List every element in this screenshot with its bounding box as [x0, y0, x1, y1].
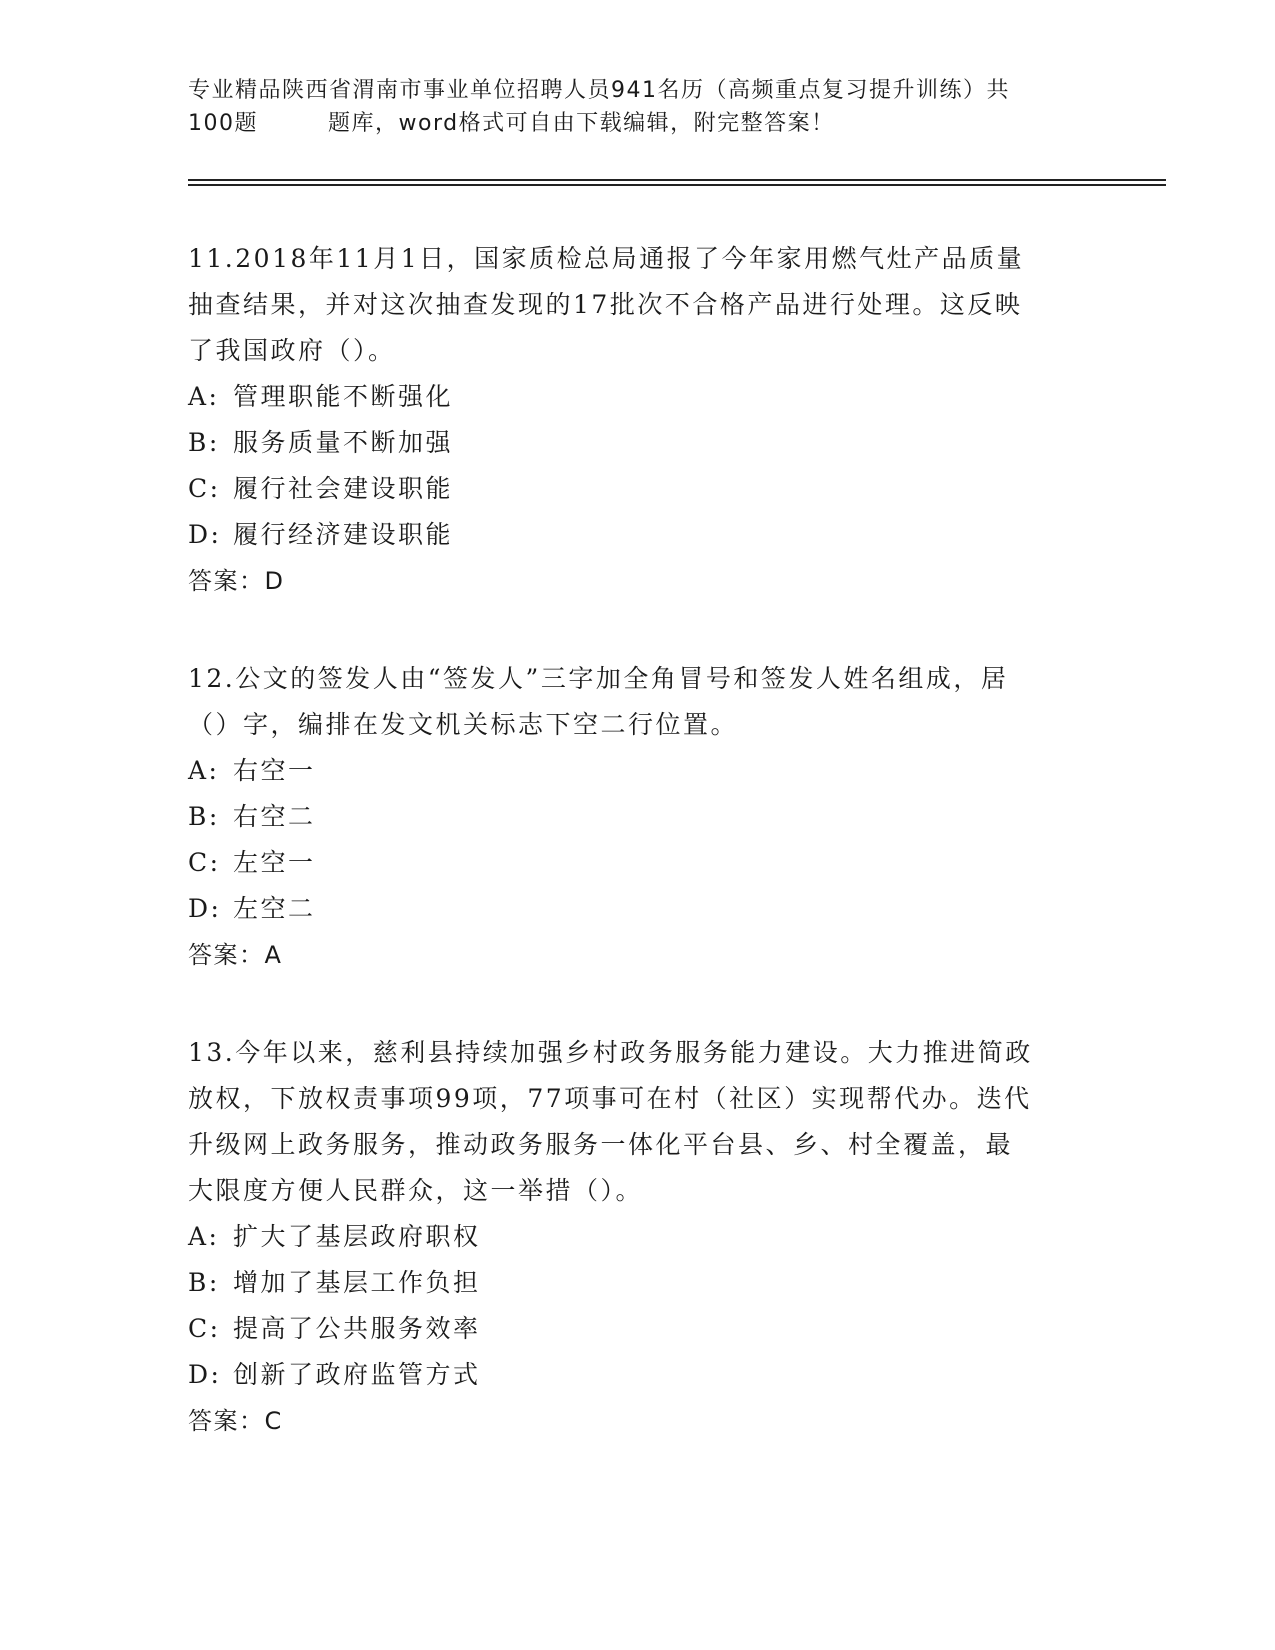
question-12	[188, 656, 1088, 978]
question-stem-line: （）字，编排在发文机关标志下空二行位置。	[188, 710, 739, 739]
option-text: 右空一	[233, 756, 316, 785]
question-11	[188, 236, 1088, 604]
option-text: 左空二	[233, 894, 316, 923]
option-c	[188, 466, 1088, 512]
option-text: 增加了基层工作负担	[233, 1268, 481, 1297]
option-text: 右空二	[233, 802, 316, 831]
option-text: 服务质量不断加强	[233, 428, 454, 457]
option-text: 履行经济建设职能	[233, 520, 454, 549]
question-stem-line: 升级网上政务服务，推动政务服务一体化平台县、乡、村全覆盖，最	[188, 1130, 1014, 1159]
option-text: 管理职能不断强化	[233, 382, 454, 411]
option-d	[188, 886, 1088, 932]
question-stem-line: 大限度方便人民群众，这一举措（）。	[188, 1176, 644, 1205]
header-divider-bottom	[188, 184, 1166, 186]
document-header	[188, 74, 1088, 140]
option-text: 扩大了基层政府职权	[233, 1222, 481, 1251]
header-divider-top	[188, 179, 1166, 181]
option-d	[188, 1352, 1088, 1398]
question-13	[188, 1030, 1088, 1444]
question-stem-line: 13.今年以来，慈利县持续加强乡村政务服务能力建设。大力推进简政	[188, 1038, 1033, 1067]
option-b	[188, 1260, 1088, 1306]
question-stem-line: 放权，下放权责事项99项，77项事可在村（社区）实现帮代办。迭代	[188, 1084, 1032, 1113]
option-key: D:	[188, 1360, 222, 1389]
question-stem-line: 11.2018年11月1日，国家质检总局通报了今年家用燃气灶产品质量	[188, 244, 1025, 273]
header-title-line-2	[188, 107, 1088, 140]
question-list	[188, 236, 1088, 1496]
option-b	[188, 794, 1088, 840]
option-a	[188, 374, 1088, 420]
option-text: 履行社会建设职能	[233, 474, 454, 503]
option-key: D:	[188, 894, 222, 923]
option-c	[188, 1306, 1088, 1352]
answer-line: 答案：A	[188, 941, 283, 969]
option-c	[188, 840, 1088, 886]
header-description: 题库，word格式可自由下载编辑，附完整答案！	[328, 111, 835, 136]
option-key: B:	[188, 428, 220, 457]
header-question-count: 100题	[188, 111, 258, 136]
option-key: B:	[188, 802, 220, 831]
option-key: C:	[188, 1314, 221, 1343]
option-key: B:	[188, 1268, 220, 1297]
option-key: C:	[188, 474, 221, 503]
answer-line: 答案：D	[188, 567, 285, 595]
question-stem-line: 抽查结果，并对这次抽查发现的17批次不合格产品进行处理。这反映	[188, 290, 1023, 319]
option-text: 左空一	[233, 848, 316, 877]
option-key: C:	[188, 848, 221, 877]
option-key: A:	[188, 756, 220, 785]
option-a	[188, 1214, 1088, 1260]
question-stem-line: 了我国政府（）。	[188, 336, 396, 365]
option-text: 提高了公共服务效率	[233, 1314, 481, 1343]
option-b	[188, 420, 1088, 466]
option-a	[188, 748, 1088, 794]
option-key: A:	[188, 1222, 220, 1251]
answer-line: 答案：C	[188, 1407, 283, 1435]
option-d	[188, 512, 1088, 558]
option-key: A:	[188, 382, 220, 411]
option-key: D:	[188, 520, 222, 549]
header-title-line-1: 专业精品陕西省渭南市事业单位招聘人员941名历（高频重点复习提升训练）共	[188, 78, 1010, 103]
option-text: 创新了政府监管方式	[233, 1360, 481, 1389]
question-stem-line: 12.公文的签发人由“签发人”三字加全角冒号和签发人姓名组成，居	[188, 664, 1009, 693]
